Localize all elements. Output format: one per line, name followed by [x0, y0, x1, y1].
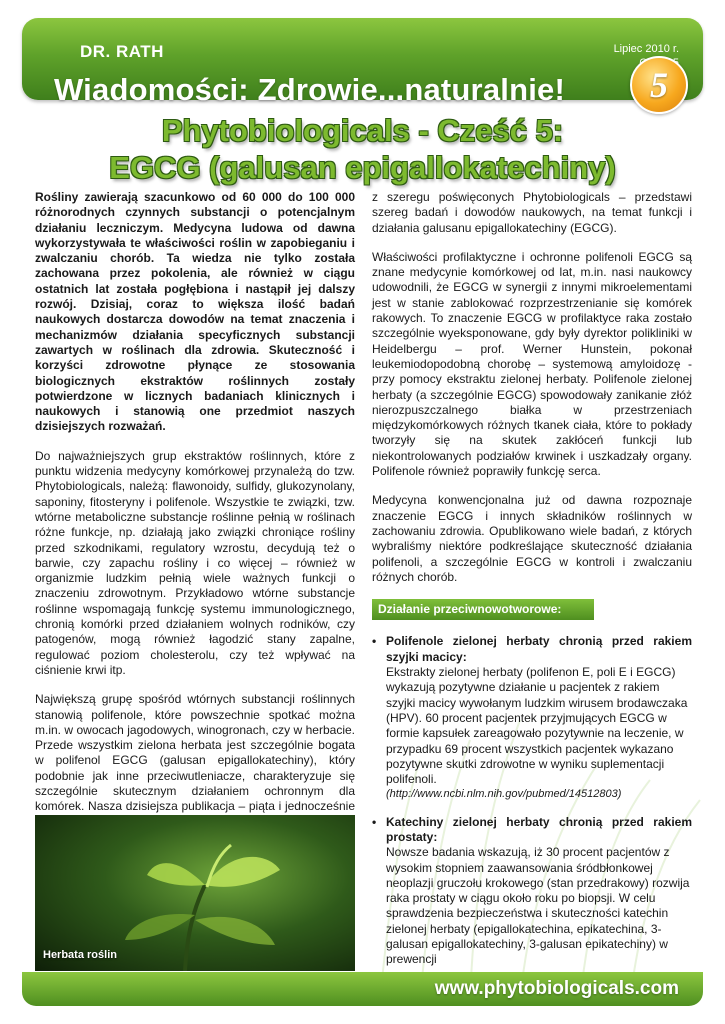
bullet-icon: •: [372, 814, 377, 829]
article-title-line-1: Phytobiologicals - Cześć 5:: [161, 113, 564, 148]
body-paragraph: Medycyna konwencjonalna już od dawna rozpoznaje znaczenie EGCG i innych składników roślinnych w zachowaniu zdrowia. Opublikowano wiele badań, z których wybraliśmy niektóre podkreślające skuteczność działania polifenoli, a szczególnie EGCG w kontroli i zwalczaniu różnych chorób.: [372, 493, 692, 584]
list-item: [372, 815, 692, 968]
newsletter-masthead: Wiadomości: Zdrowie...naturalnie!: [54, 72, 565, 107]
header-banner: [22, 18, 703, 107]
photo-caption: Herbata roślin: [43, 949, 117, 961]
left-column: [35, 190, 355, 844]
lead-paragraph: Rośliny zawierają szacunkowo od 60 000 do 100 000 różnorodnych czynnych substancji o potencjalnym działaniu leczniczym. Medycyna ludowa od dawna wykorzystywała te właściwości roślin w zapobieganiu i zwalczaniu chorób. Ta wiedza nie tylko została zachowana przez pokolenia, ale również w ciągu ostatnich lat została pogłębiona i nastąpił jej dalszy rozwój. Dzisiaj, coraz to większa ilość badań naukowych dostarcza dowodów na temat znaczenia i mechanizmów działania specyficznych substancji zawartych w roślinach dla zdrowia. Skuteczność i korzyści zdrowotne płynące ze stosowania biologicznych ekstraktów roślinnych zostały potwierdzone w licznych badaniach klinicznych i naukowych i stanowią one przedmiot naszych dzisiejszych rozważań.: [35, 190, 355, 434]
issue-number-badge: 5: [630, 56, 688, 114]
issue-date-line: Lipiec 2010 r.: [613, 43, 679, 55]
section-heading-anticancer: Działanie przeciwnowotworowe:: [372, 599, 594, 620]
reference-link[interactable]: (http://www.ncbi.nlm.nih.gov/pubmed/14512803): [386, 788, 622, 801]
right-column: [372, 190, 692, 980]
body-paragraph: Największą grupę spośród wtórnych substancji roślinnych stanowią polifenole, które powszechnie spotkać można m.in. w owocach jagodowych, winogronach, czy w herbacie. Przede wszystkim zielona herbata jest szczególnie bogata w polifenol EGCG (galusan epigallokatechiny), który podobnie jak inne przeciwutleniacze, charakteryzuje się szczególnie skutecznym działaniem ochronnym dla komórek. Nasza dzisiejsza publikacja – piąta i jednocześnie: [35, 692, 355, 814]
body-paragraph: Właściwości profilaktyczne i ochronne polifenoli EGCG są znane medycynie komórkowej od lat, m.in. nasi naukowcy udowodnili, że EGCG w synergii z innymi mikroelementami jest w stanie zablokować rozprzestrzenianie się komórek rakowych. To znaczenie EGCG w profilaktyce raka zostało szczególnie wyeksponowane, gdy były dyrektor polikliniki w Heidelbergu – prof. Werner Hunstein, pokonał leukemiodopodobną chorobę – systemową amyloidozę - przy pomocy ekstraktu zielonej herbaty. Polifenole zielonej herbaty (a szczególnie EGCG) spowodowały zanikanie złóż nierozpuszczalnego białka w przestrzeniach międzykomórkowych różnych tkanek ciała, które to pokłady tworzyły się na skutek zakłóceń funkcji lub niekontrolowanych podziałów krwinek i uszkadzały organy. Polifenole również poprawiły funkcję serca.: [372, 249, 692, 479]
bullet-text: Ekstrakty zielonej herbaty (polifenon E, poli E i EGCG) wykazują pozytywne działanie u pacjentek z rakiem szyjki macicy wywołanym ludzkim wirusem brodawczaka (HPV). 60 procent pacjentek przyjmujących EGCG w formie kapsułek zareagowało pozytywnie na leczenie, w przypadku 69 procent wszystkich pacjentek wykazano pozytywne skutki zdrowotne w wyniku suplementacji polifenoli.: [386, 665, 688, 787]
tea-plant-illustration: [35, 815, 355, 971]
bullet-icon: •: [372, 634, 377, 649]
brand-logo-text: DR. RATH: [80, 42, 164, 61]
bullet-text: Nowsze badania wskazują, iż 30 procent pacjentów z wysokim stopniem zaawansowania śródbłonkowej neoplazji gruczołu krokowego (stan przedrakowy) rozwija raka prostaty w ciągu około roku po biopsji. W celu sprawdzenia bezpieczeństwa i skuteczności katechin zielonej herbaty (epigallokatechina, epikatechina, 3-galusan epigallokatechiny, 3-galusan epikatechiny) w prewencji: [386, 845, 690, 967]
article-title: [30, 112, 695, 186]
bullet-heading: Polifenole zielonej herbaty chronią przed rakiem szyjki macicy:: [386, 634, 692, 664]
tea-plant-photo: [35, 815, 355, 971]
footer-banner: [22, 972, 703, 1006]
body-paragraph: Do najważniejszych grup ekstraktów roślinnych, które z punktu widzenia medycyny komórkowej przynależą do tzw. Phytobiologicals, należą: flawonoidy, sulfidy, glukozynolany, saponiny, fitosteryny i polifenole. Wszystkie te związki, tzw. wtórne metaboliczne substancje roślinne pełnią w roślinach różne funkcje, np. działają jako związki chroniące rośliny przed szkodnikami, regulatory wzrostu, decydują też o barwie, czy zapachu rośliny i co więcej – również w organizmie ludzkim pełnią wiele ważnych funkcji o znaczeniu zdrowotnym. Przykładowo wtórne substancje roślinne wspomagają funkcję systemu immunologicznego, chronią komórki przed działaniem wolnych rodników, czy patogenów, mogą również łagodzić stany zapalne, regulować poziom cholesterolu, czy też wpływać na ciśnienie krwi itp.: [35, 448, 355, 677]
website-link[interactable]: www.phytobiologicals.com: [434, 978, 679, 999]
list-item: [372, 634, 692, 802]
bullet-heading: Katechiny zielonej herbaty chronią przed rakiem prostaty:: [386, 814, 692, 844]
body-paragraph: z szeregu poświęconych Phytobiologicals – przedstawi szereg badań i dowodów naukowych, na temat funkcji i działania galusanu epigallokatechiny (EGCG).: [372, 190, 692, 235]
article-title-line-2: EGCG (galusan epigallokatechiny): [109, 150, 616, 185]
